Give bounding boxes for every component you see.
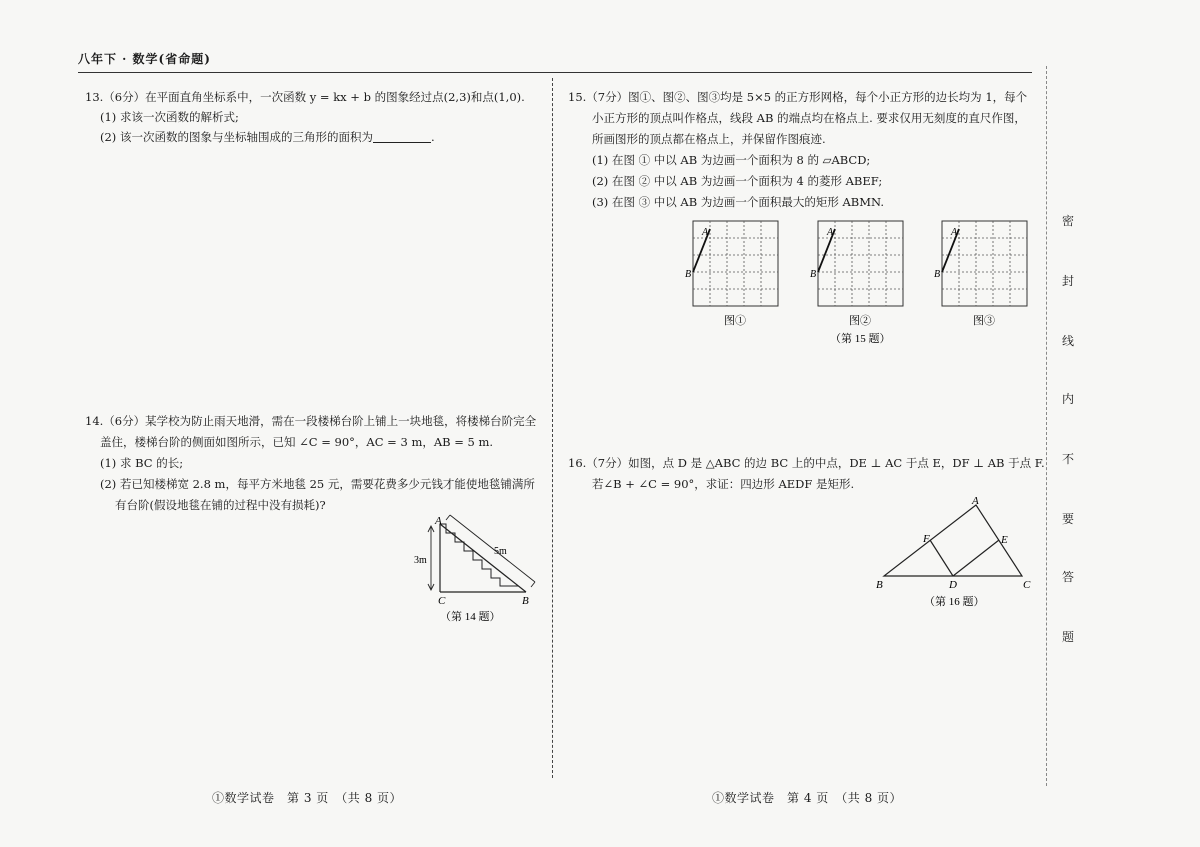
- grid3-label-a: A: [951, 227, 958, 238]
- q14-line2: 盖住，楼梯台阶的侧面如图所示，已知 ∠C = 90°，AC = 3 m，AB = 5 m.: [100, 435, 494, 449]
- grid-3[interactable]: [934, 221, 1027, 327]
- q14-line1: 14.（6分）某学校为防止雨天地滑，需在一段楼梯台阶上铺上一块地毯，将楼梯台阶完全: [85, 414, 537, 428]
- side-char-8: 题: [1062, 630, 1075, 644]
- grid3-label-b: B: [934, 269, 941, 280]
- q16-label-f: F: [923, 533, 930, 545]
- q13-part2-text: (2) 该一次函数的图象与坐标轴围成的三角形的面积为: [100, 130, 373, 144]
- header-rule: [78, 72, 1032, 73]
- q15-line1: 15.（7分）图①、图②、图③均是 5×5 的正方形网格，每个小正方形的边长均为 1，每个: [568, 90, 1028, 104]
- q14-label-5m: 5m: [494, 546, 507, 557]
- grid2-caption: 图②: [849, 315, 871, 327]
- side-char-1: 密: [1062, 214, 1075, 228]
- grid1-label-a: A: [702, 227, 709, 238]
- q14-label-3m: 3m: [414, 555, 427, 566]
- q14-caption: （第 14 题）: [440, 611, 501, 623]
- center-divider: [552, 78, 553, 778]
- q16-label-b: B: [876, 579, 883, 591]
- q14-label-c: C: [438, 595, 446, 607]
- q15-grids: [682, 218, 1042, 348]
- binding-line: [1046, 66, 1047, 786]
- side-char-2: 封: [1062, 274, 1075, 288]
- footer-page-4: ①数学试卷 第 4 页 （共 8 页）: [712, 791, 903, 805]
- q13-part2-end: .: [430, 130, 435, 144]
- q14-figure: [410, 512, 550, 630]
- q14-part1: (1) 求 BC 的长;: [100, 456, 184, 470]
- q15-caption: （第 15 题）: [830, 333, 891, 345]
- q14-part2-line2: 有台阶(假设地毯在铺的过程中没有损耗)?: [115, 498, 326, 512]
- q16-line1: 16.（7分）如图，点 D 是 △ABC 的边 BC 上的中点，DE ⊥ AC 于点 E，DF ⊥ AB 于点 F.: [568, 456, 1045, 470]
- side-char-6: 要: [1062, 512, 1075, 526]
- q16-caption: （第 16 题）: [924, 596, 985, 608]
- q16-label-d: D: [949, 579, 957, 591]
- q15-line2: 小正方形的顶点叫作格点，线段 AB 的端点均在格点上. 要求仅用无刻度的直尺作图，: [592, 111, 1026, 125]
- grid3-caption: 图③: [973, 315, 995, 327]
- q13-answer-blank[interactable]: [373, 130, 431, 143]
- side-char-4: 内: [1062, 392, 1075, 406]
- q16-figure: [870, 495, 1040, 615]
- q16-line2: 若∠B + ∠C = 90°，求证：四边形 AEDF 是矩形.: [592, 477, 855, 491]
- footer-page-3: ①数学试卷 第 3 页 （共 8 页）: [212, 791, 403, 805]
- q13-part2: [100, 126, 435, 148]
- grid1-label-b: B: [685, 269, 692, 280]
- q13-stem: 13.（6分）在平面直角坐标系中，一次函数 y = kx + b 的图象经过点(2,3)和点(1,0).: [85, 90, 525, 104]
- side-char-3: 线: [1062, 334, 1075, 348]
- grid2-label-a: A: [827, 227, 834, 238]
- q13-part1: (1) 求该一次函数的解析式;: [100, 110, 239, 124]
- side-char-5: 不: [1062, 452, 1075, 466]
- q14-label-a: A: [435, 515, 442, 527]
- q15-part3: (3) 在图 ③ 中以 AB 为边画一个面积最大的矩形 ABMN.: [592, 195, 884, 209]
- grid-2[interactable]: [810, 221, 903, 327]
- q16-label-e: E: [1001, 534, 1008, 546]
- q16-label-a: A: [972, 495, 979, 507]
- q15-line3: 所画图形的顶点都在格点上，并保留作图痕迹.: [592, 132, 826, 146]
- q15-part2: (2) 在图 ② 中以 AB 为边画一个面积为 4 的菱形 ABEF;: [592, 174, 883, 188]
- q16-label-c: C: [1023, 579, 1031, 591]
- grid2-label-b: B: [810, 269, 817, 280]
- side-char-7: 答: [1062, 570, 1075, 584]
- q14-label-b: B: [522, 595, 529, 607]
- q15-part1: (1) 在图 ① 中以 AB 为边画一个面积为 8 的 ▱ABCD;: [592, 153, 871, 167]
- grid-1[interactable]: [685, 221, 778, 327]
- paper-header: 八年下 · 数学(省命题): [78, 52, 211, 66]
- grid1-caption: 图①: [724, 315, 746, 327]
- q14-part2-line1: (2) 若已知楼梯宽 2.8 m，每平方米地毯 25 元，需要花费多少元钱才能使地毯铺满所: [100, 477, 535, 491]
